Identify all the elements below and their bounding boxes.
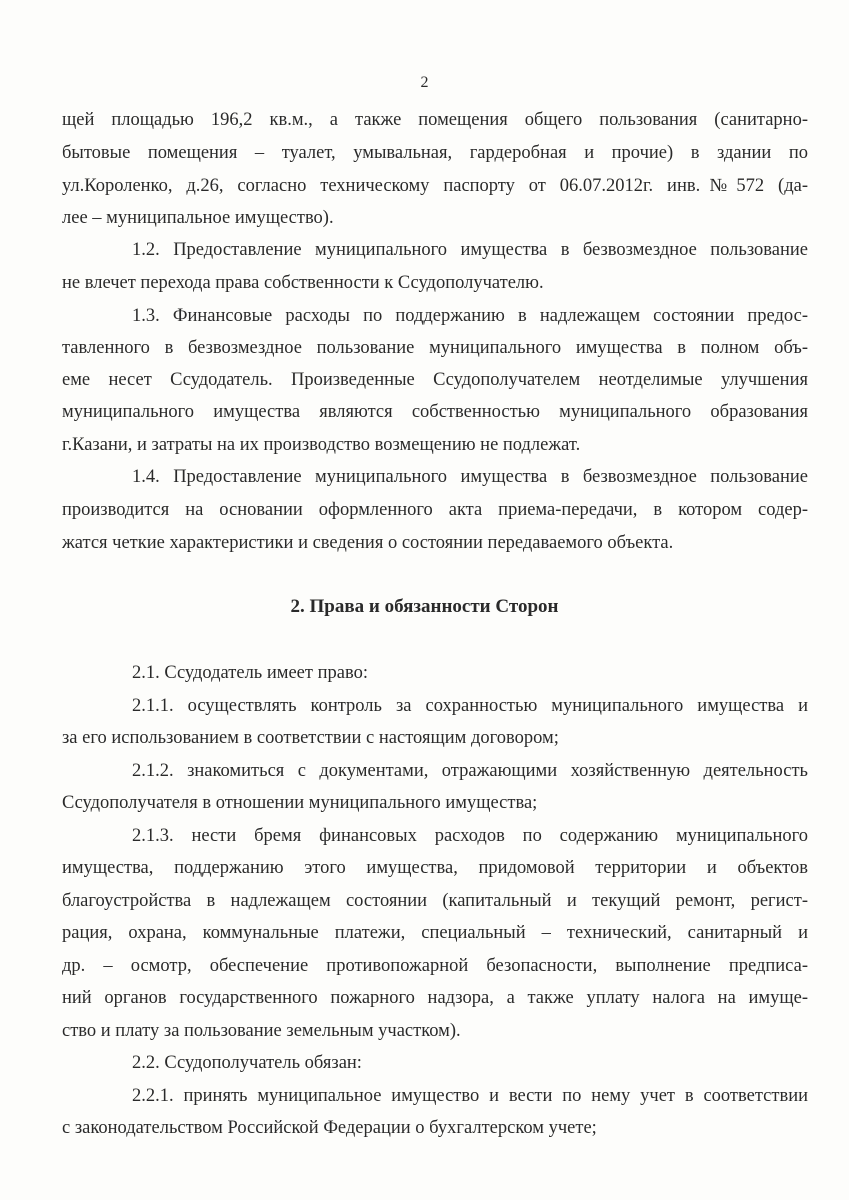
clause-1-3: 1.3. Финансовые расходы по поддержанию в надлежащем состоянии предос- [132,306,808,326]
clause-2-2: 2.2. Ссудополучатель обязан: [132,1053,362,1073]
text-line: др. – осмотр, обеспечение противопожарной безопасности, выполнение предписа- [62,956,808,976]
clause-2-1-2: 2.1.2. знакомиться с документами, отражающими хозяйственную деятельность [132,761,808,781]
text-line: тавленного в безвозмездное пользование муниципального имущества в полном объ- [62,338,808,358]
clause-2-1-3: 2.1.3. нести бремя финансовых расходов по содержанию муниципального [132,826,808,846]
text-line: ство и плату за пользование земельным участком). [62,1021,461,1041]
text-line: с законодательством Российской Федерации о бухгалтерском учете; [62,1118,597,1138]
page-number: 2 [420,74,429,91]
text-line: имущества, поддержанию этого имущества, придомовой территории и объектов [62,858,808,878]
section-heading: 2. Права и обязанности Сторон [290,596,559,617]
text-line: бытовые помещения – туалет, умывальная, гардеробная и прочие) в здании по [62,143,808,163]
text-line: жатся четкие характеристики и сведения о состоянии передаваемого объекта. [62,533,674,553]
text-line: рация, охрана, коммунальные платежи, специальный – технический, санитарный и [62,923,808,943]
text-line: лее – муниципальное имущество). [62,208,334,228]
text-line: благоустройства в надлежащем состоянии (капитальный и текущий ремонт, регист- [62,891,808,911]
text-line: щей площадью 196,2 кв.м., а также помещения общего пользования (санитарно- [62,110,808,130]
clause-1-4: 1.4. Предоставление муниципального имущества в безвозмездное пользование [132,467,808,487]
text-line: Ссудополучателя в отношении муниципального имущества; [62,793,538,813]
text-line: еме несет Ссудодатель. Произведенные Ссудополучателем неотделимые улучшения [62,370,808,390]
text-line: ний органов государственного пожарного надзора, а также уплату налога на имуще- [62,988,808,1008]
text-line: муниципального имущества являются собственностью муниципального образования [62,402,808,422]
text-line: ул.Короленко, д.26, согласно техническому паспорту от 06.07.2012г. инв.№572 (да- [62,176,808,196]
text-line: г.Казани, и затраты на их производство возмещению не подлежат. [62,435,581,455]
text-line: производится на основании оформленного акта приема-передачи, в котором содер- [62,500,808,520]
text-line: не влечет перехода права собственности к Ссудополучателю. [62,273,544,293]
clause-2-1-1: 2.1.1. осуществлять контроль за сохранностью муниципального имущества и [132,696,808,716]
text-line: за его использованием в соответствии с настоящим договором; [62,728,559,748]
clause-2-2-1: 2.2.1. принять муниципальное имущество и вести по нему учет в соответствии [132,1086,808,1106]
clause-2-1: 2.1. Ссудодатель имеет право: [132,663,368,683]
clause-1-2: 1.2. Предоставление муниципального имущества в безвозмездное пользование [132,240,808,260]
